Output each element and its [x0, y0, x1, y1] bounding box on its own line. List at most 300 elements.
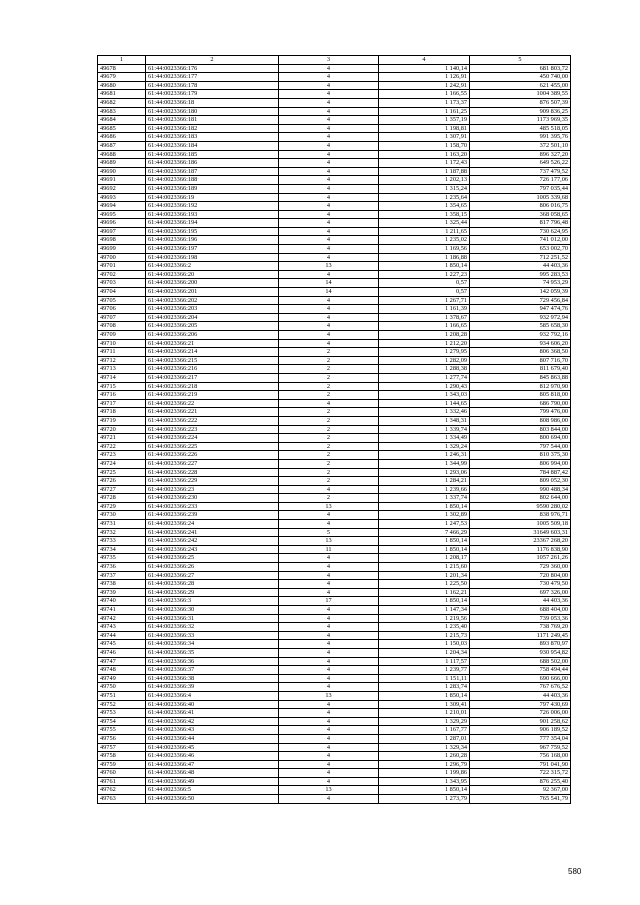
group-cell: 4 [279, 339, 379, 348]
row-number-cell: 49724 [98, 459, 146, 468]
specific-value-cell: 1 277,74 [379, 373, 470, 382]
row-number-cell: 49738 [98, 580, 146, 589]
cadastral-value-cell: 791 041,90 [470, 760, 571, 769]
specific-value-cell: 1 850,14 [379, 502, 470, 511]
row-number-cell: 49717 [98, 399, 146, 408]
table-row [98, 176, 571, 185]
row-number-cell: 49719 [98, 416, 146, 425]
cadastral-value-cell: 893 870,97 [470, 640, 571, 649]
table-row [98, 331, 571, 340]
table-row [98, 305, 571, 314]
cadastral-value-cell: 811 679,40 [470, 365, 571, 374]
cadastral-value-cell: 9590 280,02 [470, 502, 571, 511]
header-cell: 3 [279, 56, 379, 65]
specific-value-cell: 1 173,37 [379, 98, 470, 107]
cadastral-number-cell: 61:44:0023366:226 [146, 451, 279, 460]
row-number-cell: 49745 [98, 640, 146, 649]
cadastral-value-cell: 991 395,76 [470, 133, 571, 142]
cadastral-value-cell: 906 189,52 [470, 726, 571, 735]
row-number-cell: 49703 [98, 279, 146, 288]
specific-value-cell: 1 850,14 [379, 545, 470, 554]
row-number-cell: 49758 [98, 752, 146, 761]
specific-value-cell: 1 162,21 [379, 588, 470, 597]
cadastral-value-cell: 805 818,00 [470, 391, 571, 400]
cadastral-value-cell: 896 327,20 [470, 150, 571, 159]
row-number-cell: 49762 [98, 786, 146, 795]
row-number-cell: 49746 [98, 648, 146, 657]
cadastral-value-cell: 368 058,65 [470, 210, 571, 219]
table-row [98, 133, 571, 142]
specific-value-cell: 1 239,66 [379, 485, 470, 494]
header-cell: 4 [379, 56, 470, 65]
row-number-cell: 49741 [98, 606, 146, 615]
cadastral-value-cell: 726 006,00 [470, 709, 571, 718]
cadastral-value-cell: 1171 249,45 [470, 631, 571, 640]
table-row [98, 606, 571, 615]
cadastral-number-cell: 61:44:0023366:19 [146, 193, 279, 202]
header-cell: 1 [98, 56, 146, 65]
table-row [98, 408, 571, 417]
cadastral-number-cell: 61:44:0023366:182 [146, 124, 279, 133]
cadastral-value-cell: 730 479,50 [470, 580, 571, 589]
group-cell: 4 [279, 159, 379, 168]
group-cell: 17 [279, 597, 379, 606]
group-cell: 4 [279, 717, 379, 726]
group-cell: 4 [279, 709, 379, 718]
cadastral-value-cell: 802 644,00 [470, 494, 571, 503]
group-cell: 4 [279, 73, 379, 82]
cadastral-number-cell: 61:44:0023366:222 [146, 416, 279, 425]
row-number-cell: 49753 [98, 709, 146, 718]
table-row [98, 202, 571, 211]
table-row [98, 511, 571, 520]
row-number-cell: 49687 [98, 141, 146, 150]
group-cell: 14 [279, 288, 379, 297]
cadastral-value-cell: 92 367,00 [470, 786, 571, 795]
table-row [98, 253, 571, 262]
row-number-cell: 49754 [98, 717, 146, 726]
specific-value-cell: 1 332,46 [379, 408, 470, 417]
group-cell: 4 [279, 760, 379, 769]
specific-value-cell: 1 242,91 [379, 81, 470, 90]
table-row [98, 786, 571, 795]
row-number-cell: 49710 [98, 339, 146, 348]
row-number-cell: 49720 [98, 425, 146, 434]
group-cell: 13 [279, 537, 379, 546]
cadastral-number-cell: 61:44:0023366:46 [146, 752, 279, 761]
table-row [98, 313, 571, 322]
cadastral-value-cell: 797 035,44 [470, 184, 571, 193]
cadastral-value-cell: 767 676,52 [470, 683, 571, 692]
row-number-cell: 49735 [98, 554, 146, 563]
cadastral-number-cell: 61:44:0023366:243 [146, 545, 279, 554]
table-row [98, 666, 571, 675]
table-row [98, 760, 571, 769]
group-cell: 4 [279, 648, 379, 657]
group-cell: 2 [279, 373, 379, 382]
table-row [98, 554, 571, 563]
cadastral-number-cell: 61:44:0023366:177 [146, 73, 279, 82]
table-row [98, 391, 571, 400]
row-number-cell: 49705 [98, 296, 146, 305]
cadastral-number-cell: 61:44:0023366:25 [146, 554, 279, 563]
cadastral-number-cell: 61:44:0023366:24 [146, 520, 279, 529]
group-cell: 13 [279, 262, 379, 271]
table-row [98, 520, 571, 529]
cadastral-number-cell: 61:44:0023366:223 [146, 425, 279, 434]
table-row [98, 537, 571, 546]
table-row [98, 614, 571, 623]
group-cell: 4 [279, 520, 379, 529]
cadastral-number-cell: 61:44:0023366:227 [146, 459, 279, 468]
specific-value-cell: 1 201,34 [379, 571, 470, 580]
row-number-cell: 49723 [98, 451, 146, 460]
row-number-cell: 49685 [98, 124, 146, 133]
table-row [98, 743, 571, 752]
specific-value-cell: 1 302,89 [379, 511, 470, 520]
cadastral-value-cell: 995 283,53 [470, 270, 571, 279]
table-row [98, 425, 571, 434]
cadastral-number-cell: 61:44:0023366:215 [146, 356, 279, 365]
group-cell: 4 [279, 202, 379, 211]
group-cell: 4 [279, 64, 379, 73]
row-number-cell: 49732 [98, 528, 146, 537]
group-cell: 4 [279, 674, 379, 683]
cadastral-number-cell: 61:44:0023366:201 [146, 288, 279, 297]
group-cell: 4 [279, 683, 379, 692]
cadastral-number-cell: 61:44:0023366:23 [146, 485, 279, 494]
specific-value-cell: 1 225,50 [379, 580, 470, 589]
table-row [98, 279, 571, 288]
group-cell: 4 [279, 253, 379, 262]
cadastral-value-cell: 934 606,20 [470, 339, 571, 348]
cadastral-number-cell: 61:44:0023366:189 [146, 184, 279, 193]
row-number-cell: 49761 [98, 777, 146, 786]
cadastral-number-cell: 61:44:0023366:50 [146, 795, 279, 804]
specific-value-cell: 1 169,56 [379, 245, 470, 254]
specific-value-cell: 1 343,03 [379, 391, 470, 400]
cadastral-number-cell: 61:44:0023366:29 [146, 588, 279, 597]
cadastral-number-cell: 61:44:0023366:206 [146, 331, 279, 340]
cadastral-number-cell: 61:44:0023366:180 [146, 107, 279, 116]
specific-value-cell: 1 172,43 [379, 159, 470, 168]
group-cell: 4 [279, 752, 379, 761]
specific-value-cell: 1 339,74 [379, 425, 470, 434]
table-row [98, 81, 571, 90]
group-cell: 4 [279, 227, 379, 236]
specific-value-cell: 1 354,65 [379, 202, 470, 211]
cadastral-value-cell: 784 887,42 [470, 468, 571, 477]
row-number-cell: 49759 [98, 760, 146, 769]
specific-value-cell: 1 187,88 [379, 167, 470, 176]
specific-value-cell: 1 208,28 [379, 331, 470, 340]
specific-value-cell: 1 850,14 [379, 597, 470, 606]
table-row [98, 485, 571, 494]
specific-value-cell: 1 850,14 [379, 262, 470, 271]
group-cell: 2 [279, 391, 379, 400]
row-number-cell: 49701 [98, 262, 146, 271]
cadastral-value-cell: 729 456,84 [470, 296, 571, 305]
cadastral-value-cell: 967 759,52 [470, 743, 571, 752]
cadastral-number-cell: 61:44:0023366:39 [146, 683, 279, 692]
cadastral-number-cell: 61:44:0023366:42 [146, 717, 279, 726]
row-number-cell: 49731 [98, 520, 146, 529]
table-row [98, 563, 571, 572]
row-number-cell: 49698 [98, 236, 146, 245]
cadastral-value-cell: 688 502,00 [470, 657, 571, 666]
cadastral-value-cell: 31649 603,31 [470, 528, 571, 537]
cadastral-number-cell: 61:44:0023366:22 [146, 399, 279, 408]
group-cell: 4 [279, 133, 379, 142]
table-row [98, 640, 571, 649]
cadastral-value-cell: 797 544,00 [470, 442, 571, 451]
cadastral-number-cell: 61:44:0023366:35 [146, 648, 279, 657]
specific-value-cell: 1 150,03 [379, 640, 470, 649]
cadastral-number-cell: 61:44:0023366:43 [146, 726, 279, 735]
specific-value-cell: 0,57 [379, 288, 470, 297]
cadastral-value-cell: 738 769,20 [470, 623, 571, 632]
row-number-cell: 49681 [98, 90, 146, 99]
cadastral-value-cell: 876 255,40 [470, 777, 571, 786]
cadastral-number-cell: 61:44:0023366:192 [146, 202, 279, 211]
table-row [98, 373, 571, 382]
table-row [98, 116, 571, 125]
row-number-cell: 49755 [98, 726, 146, 735]
table-row [98, 597, 571, 606]
table-row [98, 691, 571, 700]
table-row [98, 502, 571, 511]
table-row [98, 245, 571, 254]
row-number-cell: 49680 [98, 81, 146, 90]
cadastral-value-cell: 812 970,90 [470, 382, 571, 391]
table-row [98, 631, 571, 640]
row-number-cell: 49708 [98, 322, 146, 331]
specific-value-cell: 1 850,14 [379, 786, 470, 795]
group-cell: 4 [279, 322, 379, 331]
cadastral-number-cell: 61:44:0023366:34 [146, 640, 279, 649]
cadastral-value-cell: 485 518,05 [470, 124, 571, 133]
group-cell: 4 [279, 210, 379, 219]
cadastral-value-cell: 807 716,70 [470, 356, 571, 365]
table-row [98, 451, 571, 460]
cadastral-value-cell: 932 972,94 [470, 313, 571, 322]
cadastral-number-cell: 61:44:0023366:5 [146, 786, 279, 795]
cadastral-number-cell: 61:44:0023366:30 [146, 606, 279, 615]
table-row [98, 193, 571, 202]
specific-value-cell: 1 283,74 [379, 683, 470, 692]
specific-value-cell: 1 348,31 [379, 416, 470, 425]
group-cell: 2 [279, 382, 379, 391]
row-number-cell: 49715 [98, 382, 146, 391]
specific-value-cell: 1 282,09 [379, 356, 470, 365]
cadastral-value-cell: 909 836,25 [470, 107, 571, 116]
cadastral-number-cell: 61:44:0023366:204 [146, 313, 279, 322]
cadastral-number-cell: 61:44:0023366:241 [146, 528, 279, 537]
specific-value-cell: 1 198,81 [379, 124, 470, 133]
row-number-cell: 49690 [98, 167, 146, 176]
cadastral-number-cell: 61:44:0023366:233 [146, 502, 279, 511]
specific-value-cell: 1 158,70 [379, 141, 470, 150]
specific-value-cell: 1 186,88 [379, 253, 470, 262]
cadastral-value-cell: 44 403,36 [470, 262, 571, 271]
specific-value-cell: 1 212,20 [379, 339, 470, 348]
group-cell: 4 [279, 580, 379, 589]
group-cell: 4 [279, 657, 379, 666]
cadastral-number-cell: 61:44:0023366:37 [146, 666, 279, 675]
cadastral-number-cell: 61:44:0023366:185 [146, 150, 279, 159]
group-cell: 4 [279, 193, 379, 202]
cadastral-value-cell: 1005 509,18 [470, 520, 571, 529]
specific-value-cell: 1 296,79 [379, 760, 470, 769]
specific-value-cell: 1 850,14 [379, 691, 470, 700]
row-number-cell: 49706 [98, 305, 146, 314]
row-number-cell: 49713 [98, 365, 146, 374]
row-number-cell: 49697 [98, 227, 146, 236]
row-number-cell: 49695 [98, 210, 146, 219]
row-number-cell: 49733 [98, 537, 146, 546]
group-cell: 4 [279, 666, 379, 675]
cadastral-number-cell: 61:44:0023366:27 [146, 571, 279, 580]
row-number-cell: 49684 [98, 116, 146, 125]
cadastral-number-cell: 61:44:0023366:187 [146, 167, 279, 176]
cadastral-number-cell: 61:44:0023366:195 [146, 227, 279, 236]
specific-value-cell: 1 343,95 [379, 777, 470, 786]
cadastral-value-cell: 806 368,50 [470, 348, 571, 357]
specific-value-cell: 1 204,34 [379, 648, 470, 657]
table-row [98, 288, 571, 297]
cadastral-value-cell: 809 052,30 [470, 477, 571, 486]
cadastral-value-cell: 1176 838,90 [470, 545, 571, 554]
cadastral-value-cell: 730 624,95 [470, 227, 571, 236]
cadastral-number-cell: 61:44:0023366:32 [146, 623, 279, 632]
cadastral-number-cell: 61:44:0023366:41 [146, 709, 279, 718]
cadastral-number-cell: 61:44:0023366:176 [146, 64, 279, 73]
specific-value-cell: 1 208,17 [379, 554, 470, 563]
table-row [98, 494, 571, 503]
table-row [98, 777, 571, 786]
specific-value-cell: 1 161,25 [379, 107, 470, 116]
cadastral-value-cell: 726 177,06 [470, 176, 571, 185]
cadastral-value-cell: 729 360,00 [470, 563, 571, 572]
group-cell: 13 [279, 502, 379, 511]
cadastral-value-cell: 756 168,00 [470, 752, 571, 761]
cadastral-value-cell: 737 479,52 [470, 167, 571, 176]
cadastral-value-cell: 741 012,00 [470, 236, 571, 245]
cadastral-value-cell: 845 863,88 [470, 373, 571, 382]
table-row [98, 399, 571, 408]
group-cell: 4 [279, 734, 379, 743]
table-row [98, 270, 571, 279]
specific-value-cell: 1 117,57 [379, 657, 470, 666]
cadastral-value-cell: 653 002,70 [470, 245, 571, 254]
group-cell: 13 [279, 786, 379, 795]
table-row [98, 219, 571, 228]
table-row [98, 322, 571, 331]
cadastral-number-cell: 61:44:0023366:47 [146, 760, 279, 769]
cadastral-value-cell: 697 326,00 [470, 588, 571, 597]
cadastral-number-cell: 61:44:0023366:224 [146, 434, 279, 443]
cadastral-value-cell: 947 474,76 [470, 305, 571, 314]
group-cell: 4 [279, 640, 379, 649]
table-row [98, 64, 571, 73]
table-row [98, 339, 571, 348]
specific-value-cell: 1 199,86 [379, 769, 470, 778]
group-cell: 4 [279, 588, 379, 597]
row-number-cell: 49739 [98, 588, 146, 597]
cadastral-value-cell: 876 507,39 [470, 98, 571, 107]
specific-value-cell: 1 147,34 [379, 606, 470, 615]
row-number-cell: 49740 [98, 597, 146, 606]
cadastral-value-cell: 1004 389,55 [470, 90, 571, 99]
cadastral-number-cell: 61:44:0023366:28 [146, 580, 279, 589]
cadastral-number-cell: 61:44:0023366:205 [146, 322, 279, 331]
group-cell: 2 [279, 356, 379, 365]
group-cell: 4 [279, 313, 379, 322]
cadastral-value-cell: 803 844,00 [470, 425, 571, 434]
table-row [98, 571, 571, 580]
cadastral-number-cell: 61:44:0023366:2 [146, 262, 279, 271]
cadastral-number-cell: 61:44:0023366:188 [146, 176, 279, 185]
cadastral-value-cell: 585 658,30 [470, 322, 571, 331]
row-number-cell: 49748 [98, 666, 146, 675]
specific-value-cell: 1 215,73 [379, 631, 470, 640]
table-row [98, 227, 571, 236]
group-cell: 4 [279, 777, 379, 786]
cadastral-number-cell: 61:44:0023366:230 [146, 494, 279, 503]
specific-value-cell: 1 850,14 [379, 537, 470, 546]
specific-value-cell: 1 329,29 [379, 717, 470, 726]
table-row [98, 709, 571, 718]
row-number-cell: 49699 [98, 245, 146, 254]
row-number-cell: 49693 [98, 193, 146, 202]
group-cell: 2 [279, 365, 379, 374]
row-number-cell: 49751 [98, 691, 146, 700]
cadastral-number-cell: 61:44:0023366:217 [146, 373, 279, 382]
cadastral-value-cell: 450 740,00 [470, 73, 571, 82]
table-row [98, 90, 571, 99]
table-row [98, 700, 571, 709]
cadastral-number-cell: 61:44:0023366:229 [146, 477, 279, 486]
cadastral-value-cell: 690 666,00 [470, 674, 571, 683]
group-cell: 4 [279, 795, 379, 804]
row-number-cell: 49727 [98, 485, 146, 494]
table-row [98, 477, 571, 486]
group-cell: 4 [279, 331, 379, 340]
table-row [98, 528, 571, 537]
row-number-cell: 49704 [98, 288, 146, 297]
cadastral-number-cell: 61:44:0023366:178 [146, 81, 279, 90]
group-cell: 4 [279, 107, 379, 116]
row-number-cell: 49729 [98, 502, 146, 511]
table-row [98, 296, 571, 305]
cadastral-value-cell: 1173 969,35 [470, 116, 571, 125]
table-row [98, 184, 571, 193]
specific-value-cell: 1 246,31 [379, 451, 470, 460]
table-row [98, 717, 571, 726]
cadastral-number-cell: 61:44:0023366:181 [146, 116, 279, 125]
group-cell: 2 [279, 348, 379, 357]
group-cell: 4 [279, 511, 379, 520]
specific-value-cell: 1 273,79 [379, 795, 470, 804]
table-row [98, 657, 571, 666]
specific-value-cell: 1 247,53 [379, 520, 470, 529]
cadastral-number-cell: 61:44:0023366:200 [146, 279, 279, 288]
specific-value-cell: 1 235,40 [379, 623, 470, 632]
group-cell: 4 [279, 485, 379, 494]
group-cell: 4 [279, 563, 379, 572]
cadastral-number-cell: 61:44:0023366:202 [146, 296, 279, 305]
table-row [98, 442, 571, 451]
